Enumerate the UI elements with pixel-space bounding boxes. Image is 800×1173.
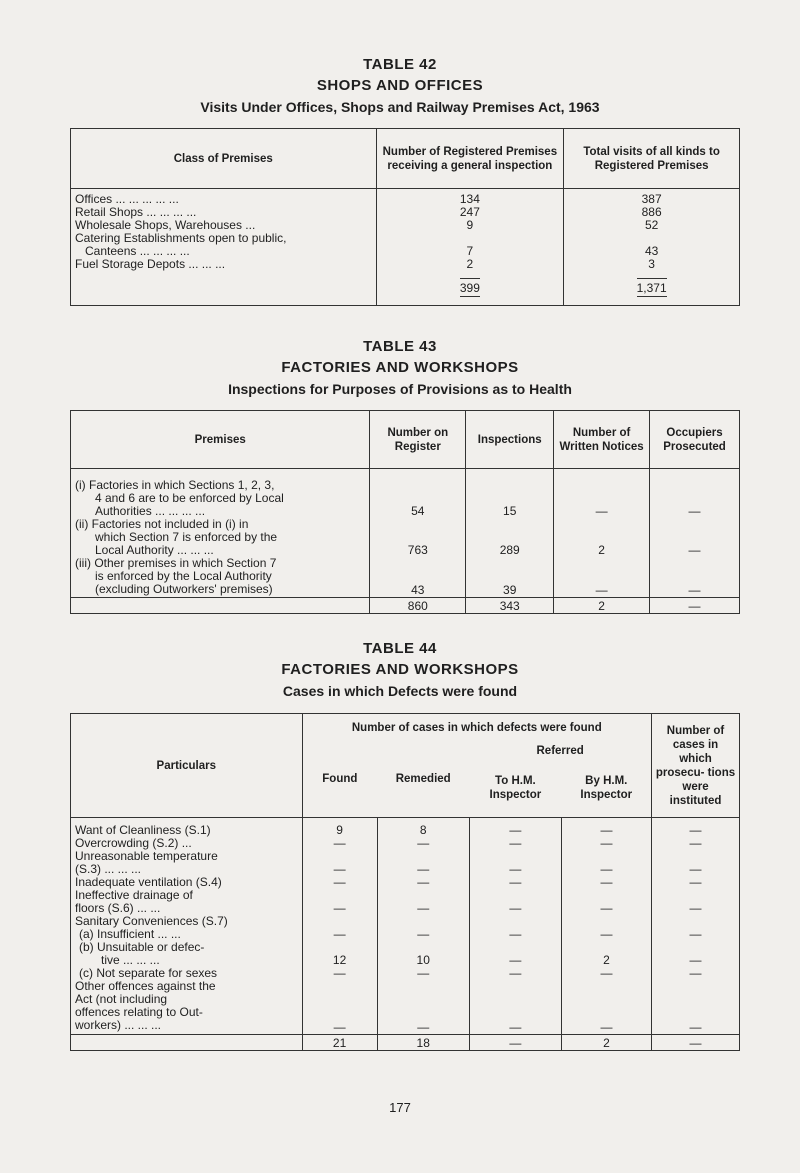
t44-header-found: Found: [302, 742, 377, 818]
table-row: Other offences against the Act (not including offences relating to Out- workers) ... ... ... — — — — —: [71, 980, 740, 1035]
totals-row: 21 18 — 2 —: [71, 1035, 740, 1051]
table-44-number: TABLE 44: [363, 640, 437, 657]
table-44-title: FACTORIES AND WORKSHOPS: [281, 661, 519, 678]
table-row: Overcrowding (S.2) ... — — — — —: [71, 837, 740, 850]
table-row: Wholesale Shops, Warehouses ... 9 52: [71, 219, 740, 232]
table-row: Canteens ... ... ... ... 7 43: [71, 245, 740, 258]
table-row: Catering Establishments open to public,: [71, 232, 740, 245]
t42-header-visits: Total visits of all kinds to Registered Premises: [564, 129, 740, 189]
table-44-subtitle: Cases in which Defects were found: [282, 683, 518, 699]
t44-header-to-hm: To H.M. Inspector: [469, 760, 561, 818]
page-number: 177: [389, 1100, 411, 1115]
table-row: Offices ... ... ... ... ... 134 387: [71, 189, 740, 207]
table-row: (i) Factories in which Sections 1, 2, 3, 4 and 6 are to be enforced by Local Authorities ... ... ... ... 54 15 — —: [71, 469, 740, 519]
table-row: (ii) Factories not included in (i) in which Section 7 is enforced by the Local Authority ... ... ... 763 289 2 —: [71, 518, 740, 557]
table-row: Fuel Storage Depots ... ... ... 2 3: [71, 258, 740, 271]
table-43-number: TABLE 43: [363, 338, 437, 355]
table-row: Ineffective drainage of floors (S.6) ... ... — — — — —: [71, 889, 740, 915]
table-42-number: TABLE 42: [363, 56, 437, 73]
t42-header-inspection: Number of Registered Premises receiving a general inspection: [376, 129, 564, 189]
t44-header-referred: Referred: [469, 742, 651, 760]
t43-header-prosecuted: Occupiers Prosecuted: [650, 411, 740, 469]
t44-header-remedied: Remedied: [377, 742, 469, 818]
t42-header-class: Class of Premises: [71, 129, 377, 189]
table-row: Sanitary Conveniences (S.7): [71, 915, 740, 928]
table-43: [70, 410, 740, 614]
table-row: Inadequate ventilation (S.4) — — — — —: [71, 876, 740, 889]
table-42-subtitle: Visits Under Offices, Shops and Railway Premises Act, 1963: [200, 99, 600, 115]
table-row: (c) Not separate for sexes — — — — —: [71, 967, 740, 980]
t44-header-particulars: Particulars: [71, 714, 303, 818]
table-43-title: FACTORIES AND WORKSHOPS: [281, 359, 519, 376]
table-row: Want of Cleanliness (S.1) 9 8 — — —: [71, 818, 740, 838]
totals-row: 860 343 2 —: [71, 598, 740, 614]
t44-header-by-hm: By H.M. Inspector: [561, 760, 651, 818]
t43-header-register: Number on Register: [370, 411, 466, 469]
totals-row: 399 1,371: [71, 271, 740, 305]
table-row: (b) Unsuitable or defec- tive ... ... ... 12 10 — 2 —: [71, 941, 740, 967]
t43-header-inspections: Inspections: [466, 411, 554, 469]
table-42: [70, 128, 740, 306]
table-row: Unreasonable temperature (S.3) ... ... ... — — — — —: [71, 850, 740, 876]
t44-header-prosecutions: Number of cases in which prosecu- tions were instituted: [652, 714, 740, 818]
table-43-subtitle: Inspections for Purposes of Provisions as to Health: [228, 381, 572, 397]
t43-header-notices: Number of Written Notices: [554, 411, 650, 469]
t43-header-premises: Premises: [71, 411, 370, 469]
table-44: [70, 713, 740, 1051]
table-row: (a) Insufficient ... ... — — — — —: [71, 928, 740, 941]
table-42-title: SHOPS AND OFFICES: [316, 77, 484, 94]
table-row: Retail Shops ... ... ... ... 247 886: [71, 206, 740, 219]
table-row: (iii) Other premises in which Section 7 is enforced by the Local Authority (excluding Outworkers' premises) 43 39 — —: [71, 557, 740, 598]
t44-header-group: Number of cases in which defects were found: [302, 714, 651, 742]
